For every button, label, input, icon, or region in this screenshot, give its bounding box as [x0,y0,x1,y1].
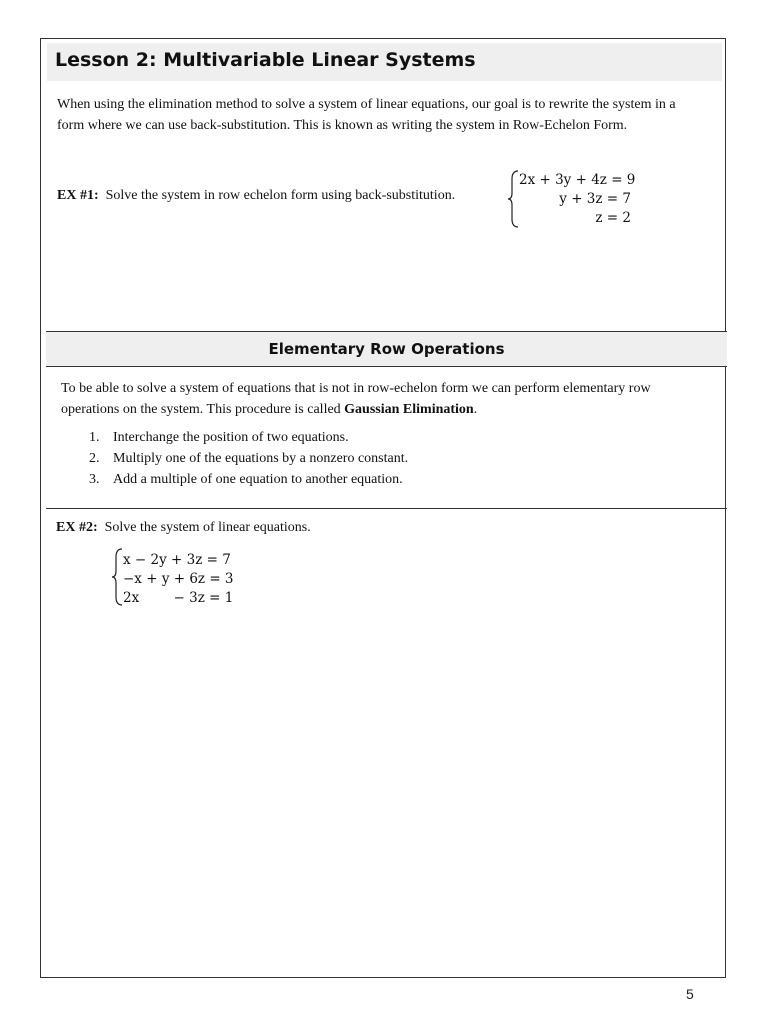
example-2 [56,520,311,536]
example-1 [57,188,455,204]
example-2-text: Solve the system of linear equations. [104,520,311,535]
lesson-title: Lesson 2: Multivariable Linear Systems [55,49,476,71]
lesson-title-bar [47,43,722,81]
example-1-equation-2: y + 3z = 7 [559,191,631,207]
list-item-text: Add a multiple of one equation to another equation. [113,472,403,487]
row-operations-intro-text: To be able to solve a system of equations that is not in row-echelon form we can perform elementary row operations on the system. This procedure is called [61,381,651,417]
example-1-equation-1: 2x + 3y + 4z = 9 [519,172,636,188]
section-bottom-rule [46,366,727,367]
page-number: 5 [686,986,694,1002]
list-item [89,469,408,490]
gaussian-elimination-term: Gaussian Elimination [344,401,474,417]
example-2-divider [46,508,727,509]
example-1-equation-3: z = 2 [595,210,631,226]
example-2-equation-3: 2x − 3z = 1 [123,590,234,606]
list-item-number: 1. [89,430,100,445]
section-title: Elementary Row Operations [268,340,505,358]
list-item [89,427,408,448]
example-2-label: EX #2: [56,520,98,535]
example-2-equation-2: −x + y + 6z = 3 [123,571,234,587]
list-item-number: 2. [89,451,100,466]
section-title-bar [46,332,727,366]
list-item-number: 3. [89,472,100,487]
intro-paragraph: When using the elimination method to solve a system of linear equations, our goal is to rewrite the system in a form where we can use back-substitution. This is known as writing the system in Row-Echelon Form. [57,97,676,133]
list-item-text: Interchange the position of two equations. [113,430,349,445]
example-1-text: Solve the system in row echelon form using back-substitution. [105,188,456,203]
page-frame [40,38,726,978]
row-operations-intro [61,379,711,420]
list-item-text: Multiply one of the equations by a nonzero constant. [113,451,409,466]
example-2-equation-1: x − 2y + 3z = 7 [123,552,231,568]
list-item [89,448,408,469]
row-operations-list [89,427,408,490]
row-operations-intro-end: . [473,401,478,417]
example-1-label: EX #1: [57,188,99,203]
